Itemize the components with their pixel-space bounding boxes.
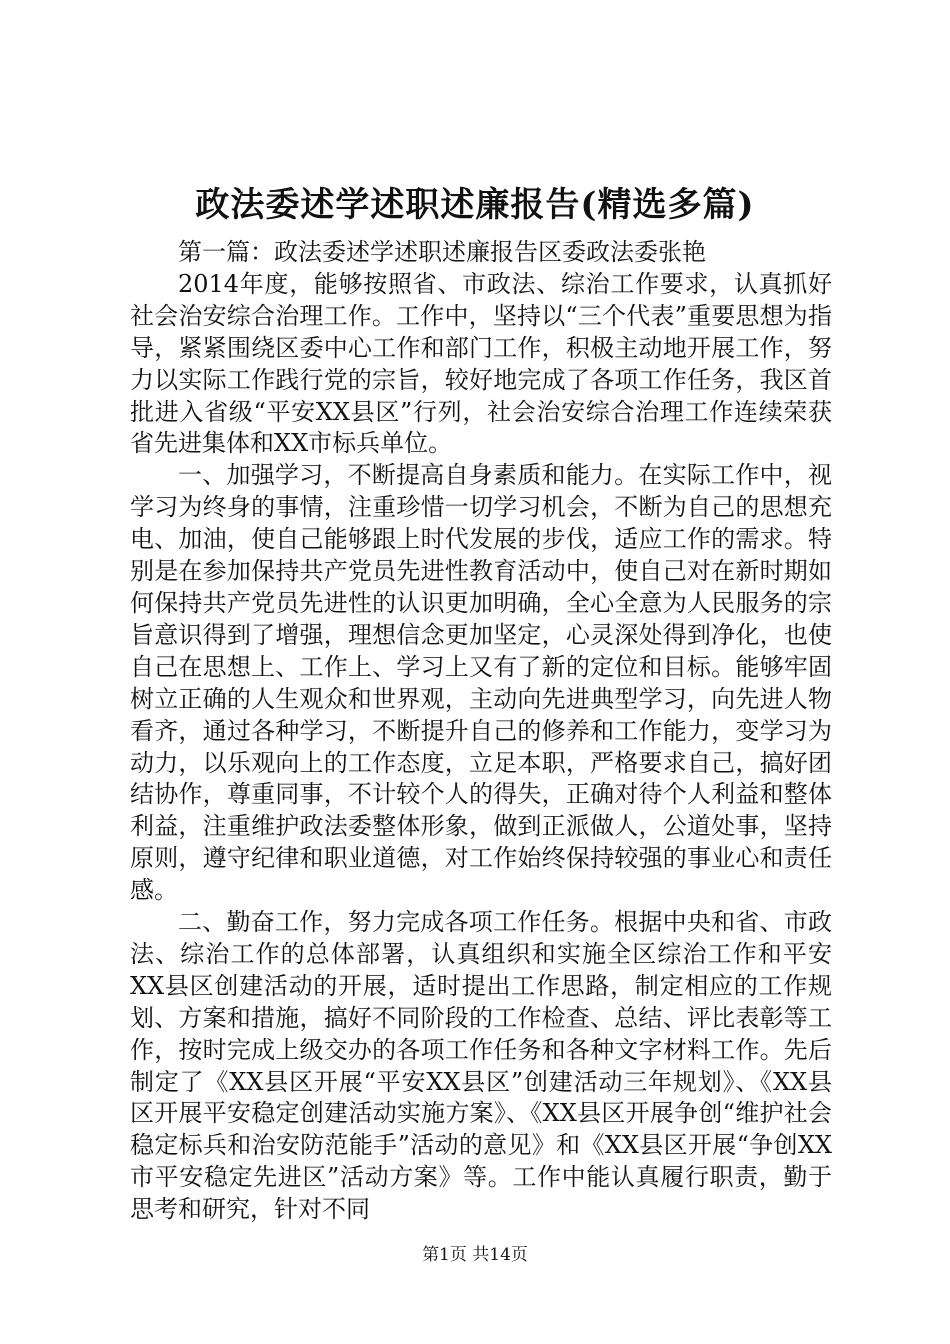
body-paragraph: 2014年度，能够按照省、市政法、综治工作要求，认真抓好社会治安综合治理工作。工作中，坚持以“三个代表”重要思想为指导，紧紧围绕区委中心工作和部门工作，积极主动地开展工作，努力以实际工作践行党的宗旨，较好地完成了各项工作任务，我区首批进入省级“平安XX县区”行列，社会治安综合治理工作连续荣获省先进集体和XX市标兵单位。	[130, 269, 832, 458]
document-title: 政法委述学述职述廉报告(精选多篇)	[195, 185, 755, 225]
body-paragraph: 二、勤奋工作，努力完成各项工作任务。根据中央和省、市政法、综治工作的总体部署，认真组织和实施全区综治工作和平安XX县区创建活动的开展，适时提出工作思路，制定相应的工作规划、方案和措施，搞好不同阶段的工作检查、总结、评比表彰等工作，按时完成上级交办的各项工作任务和各种文字材料工作。先后制定了《XX县区开展“平安XX县区”创建活动三年规划》、《XX县区开展平安稳定创建活动实施方案》、《XX县区开展争创“维护社会稳定标兵和治安防范能手”活动的意见》和《XX县区开展“争创XX市平安稳定先进区”活动方案》等。工作中能认真履行职责，勤于思考和研究，针对不同	[130, 908, 832, 1224]
document-body	[130, 237, 832, 1226]
section-heading: 第一篇：政法委述学述职述廉报告区委政法委张艳	[178, 238, 706, 266]
page-number-footer: 第1页 共14页	[422, 1245, 528, 1265]
body-paragraph: 一、加强学习，不断提高自身素质和能力。在实际工作中，视学习为终身的事情，注重珍惜一切学习机会，不断为自己的思想充电、加油，使自己能够跟上时代发展的步伐，适应工作的需求。特别是在参加保持共产党员先进性教育活动中，使自己对在新时期如何保持共产党员先进性的认识更加明确，全心全意为人民服务的宗旨意识得到了增强，理想信念更加坚定，心灵深处得到净化，也使自己在思想上、工作上、学习上又有了新的定位和目标。能够牢固树立正确的人生观众和世界观，主动向先进典型学习，向先进人物看齐，通过各种学习，不断提升自己的修养和工作能力，变学习为动力，以乐观向上的工作态度，立足本职，严格要求自己，搞好团结协作，尊重同事，不计较个人的得失，正确对待个人利益和整体利益，注重维护政法委整体形象，做到正派做人，公道处事，坚持原则，遵守纪律和职业道德，对工作始终保持较强的事业心和责任感。	[130, 461, 832, 905]
